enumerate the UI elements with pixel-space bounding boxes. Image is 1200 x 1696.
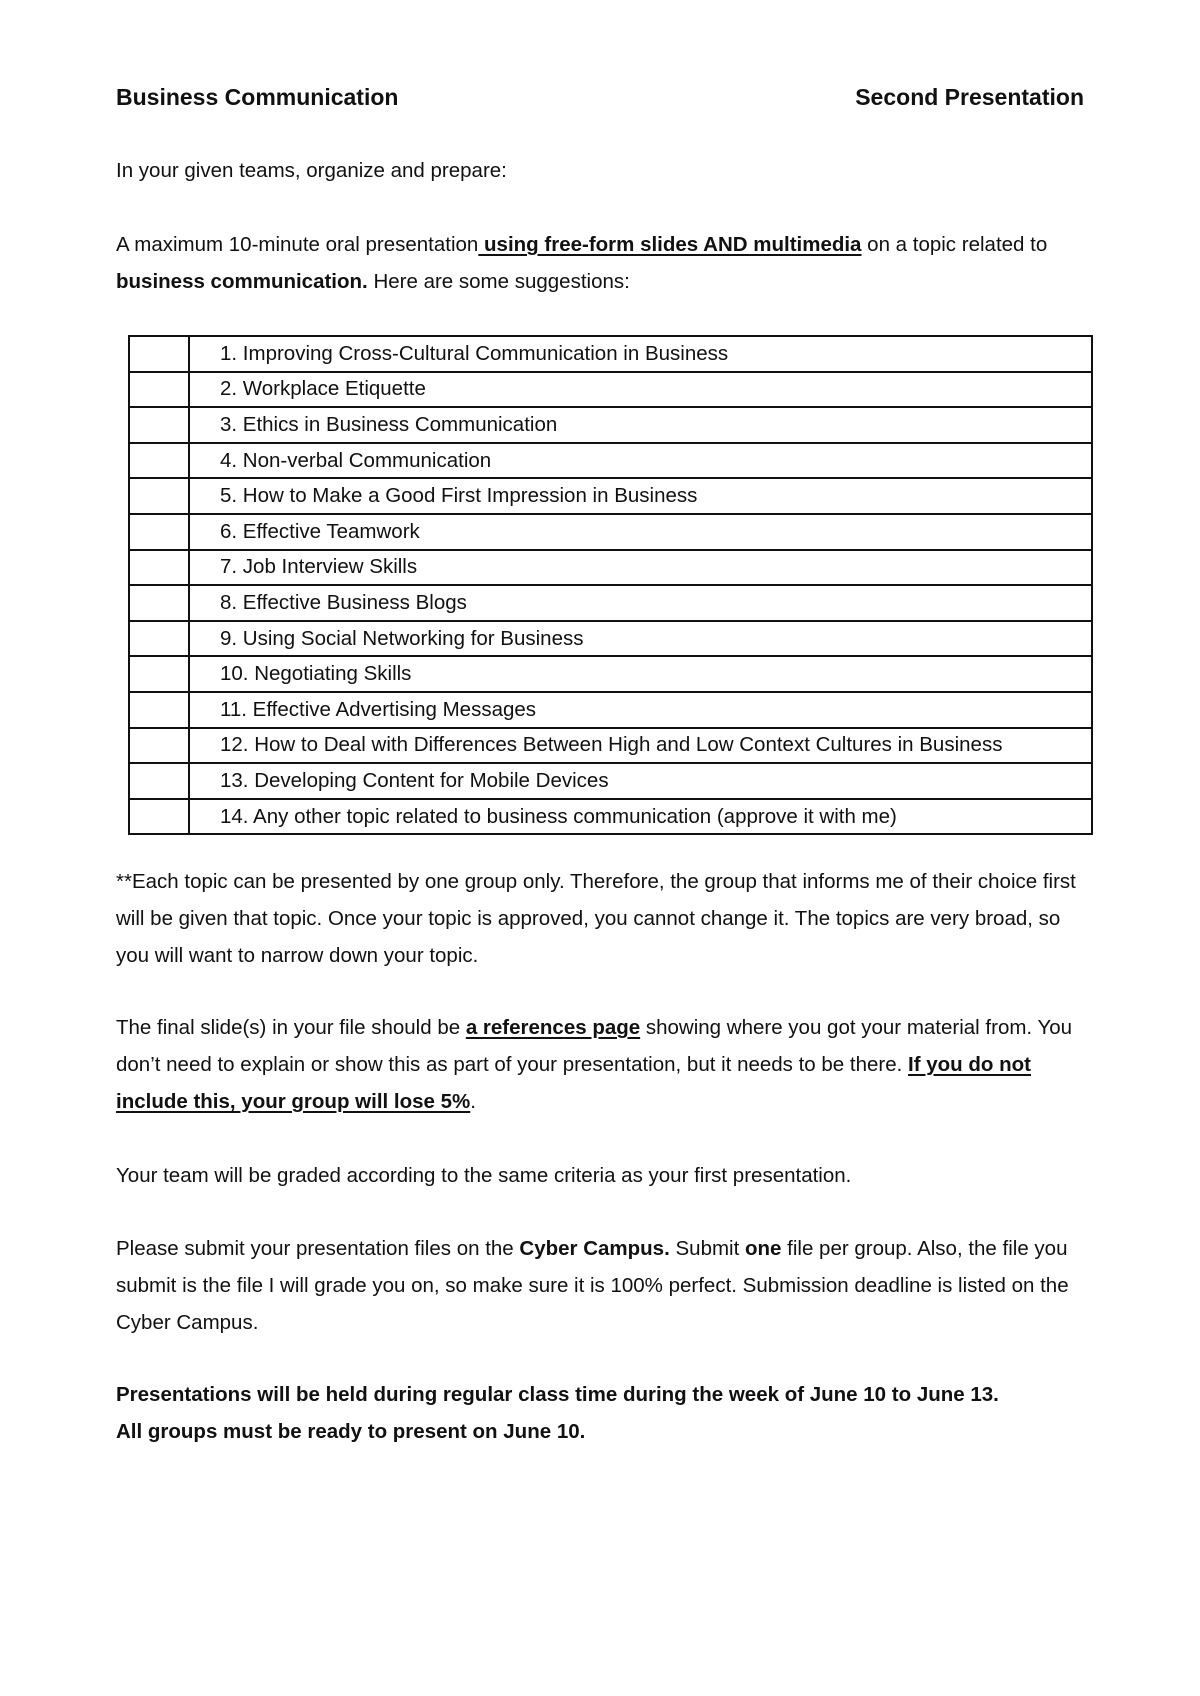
topic-select-cell (129, 763, 189, 799)
topic-cell: 7. Job Interview Skills (189, 550, 1092, 586)
topic-cell: 13. Developing Content for Mobile Devices (189, 763, 1092, 799)
topic-select-cell (129, 514, 189, 550)
table-row (129, 799, 1092, 835)
submission-paragraph (116, 1230, 1096, 1341)
table-row (129, 407, 1092, 443)
topic-select-cell (129, 728, 189, 764)
topic-select-cell (129, 550, 189, 586)
assignment-title: Second Presentation (855, 84, 1084, 110)
submission-one: one (745, 1237, 782, 1260)
references-warning: If you do not include this, your group will lose 5% (116, 1053, 1032, 1113)
topic-cell: 1. Improving Cross-Cultural Communication in Business (189, 336, 1092, 372)
topic-select-cell (129, 656, 189, 692)
task-prefix: A maximum 10-minute oral presentation (116, 233, 479, 256)
references-middle: showing where you got your material from. You don’t need to explain or show this as part of your presentation, but it needs to be there. (116, 1016, 1073, 1076)
task-slides-multimedia: using free-form slides AND multimedia (478, 233, 862, 256)
topic-cell: 10. Negotiating Skills (189, 656, 1092, 692)
table-row (129, 443, 1092, 479)
table-row (129, 336, 1092, 372)
references-paragraph (116, 1009, 1096, 1120)
task-description (116, 226, 1096, 300)
references-prefix: The final slide(s) in your file should be (116, 1016, 466, 1039)
table-row (129, 656, 1092, 692)
topic-cell: 14. Any other topic related to business communication (approve it with me) (189, 799, 1092, 835)
topic-select-cell (129, 799, 189, 835)
schedule-line1: Presentations will be held during regular class time during the week of June 10 to June 13. (116, 1383, 999, 1406)
references-page-emphasis: a references page (465, 1016, 641, 1039)
table-row (129, 550, 1092, 586)
topics-table (128, 335, 1093, 835)
submission-p3: file per group. Also, the file you submit is the file I will grade you on, so make sure it is 100% perfect. Submission deadline is listed on the Cyber Campus. (116, 1237, 1069, 1334)
topic-select-cell (129, 585, 189, 621)
table-row (129, 372, 1092, 408)
task-middle: on a topic related to (861, 233, 1048, 256)
submission-p2: Submit (669, 1237, 745, 1260)
topic-select-cell (129, 336, 189, 372)
topic-select-cell (129, 407, 189, 443)
topic-cell: 4. Non-verbal Communication (189, 443, 1092, 479)
task-business-communication: business communication. (116, 270, 368, 293)
topic-cell: 5. How to Make a Good First Impression in Business (189, 478, 1092, 514)
topic-cell: 6. Effective Teamwork (189, 514, 1092, 550)
topic-cell: 3. Ethics in Business Communication (189, 407, 1092, 443)
topic-select-cell (129, 621, 189, 657)
table-row (129, 514, 1092, 550)
topic-cell: 11. Effective Advertising Messages (189, 692, 1092, 728)
course-title: Business Communication (116, 84, 399, 110)
table-row (129, 728, 1092, 764)
topic-cell: 9. Using Social Networking for Business (189, 621, 1092, 657)
schedule-paragraph (116, 1376, 1096, 1450)
topic-select-cell (129, 478, 189, 514)
table-row (129, 585, 1092, 621)
topic-select-cell (129, 372, 189, 408)
table-row (129, 621, 1092, 657)
references-end: . (470, 1090, 476, 1113)
table-row (129, 692, 1092, 728)
schedule-line2: All groups must be ready to present on June 10. (116, 1420, 586, 1443)
topic-note: **Each topic can be presented by one group only. Therefore, the group that informs me of their choice first will be given that topic. Once your topic is approved, you cannot change it. The topics are very broad, so you will want to narrow down your topic. (116, 870, 1076, 967)
submission-p1: Please submit your presentation files on the (116, 1237, 520, 1260)
page-header (116, 84, 1084, 116)
task-suffix: Here are some suggestions: (367, 270, 630, 293)
table-row (129, 478, 1092, 514)
topic-cell: 2. Workplace Etiquette (189, 372, 1092, 408)
submission-cyber-campus: Cyber Campus. (519, 1237, 670, 1260)
grading-text: Your team will be graded according to the same criteria as your first presentation. (116, 1164, 852, 1187)
topic-select-cell (129, 443, 189, 479)
topic-cell: 12. How to Deal with Differences Between High and Low Context Cultures in Business (189, 728, 1092, 764)
intro-text: In your given teams, organize and prepare: (116, 159, 507, 182)
topic-select-cell (129, 692, 189, 728)
table-row (129, 763, 1092, 799)
topic-cell: 8. Effective Business Blogs (189, 585, 1092, 621)
